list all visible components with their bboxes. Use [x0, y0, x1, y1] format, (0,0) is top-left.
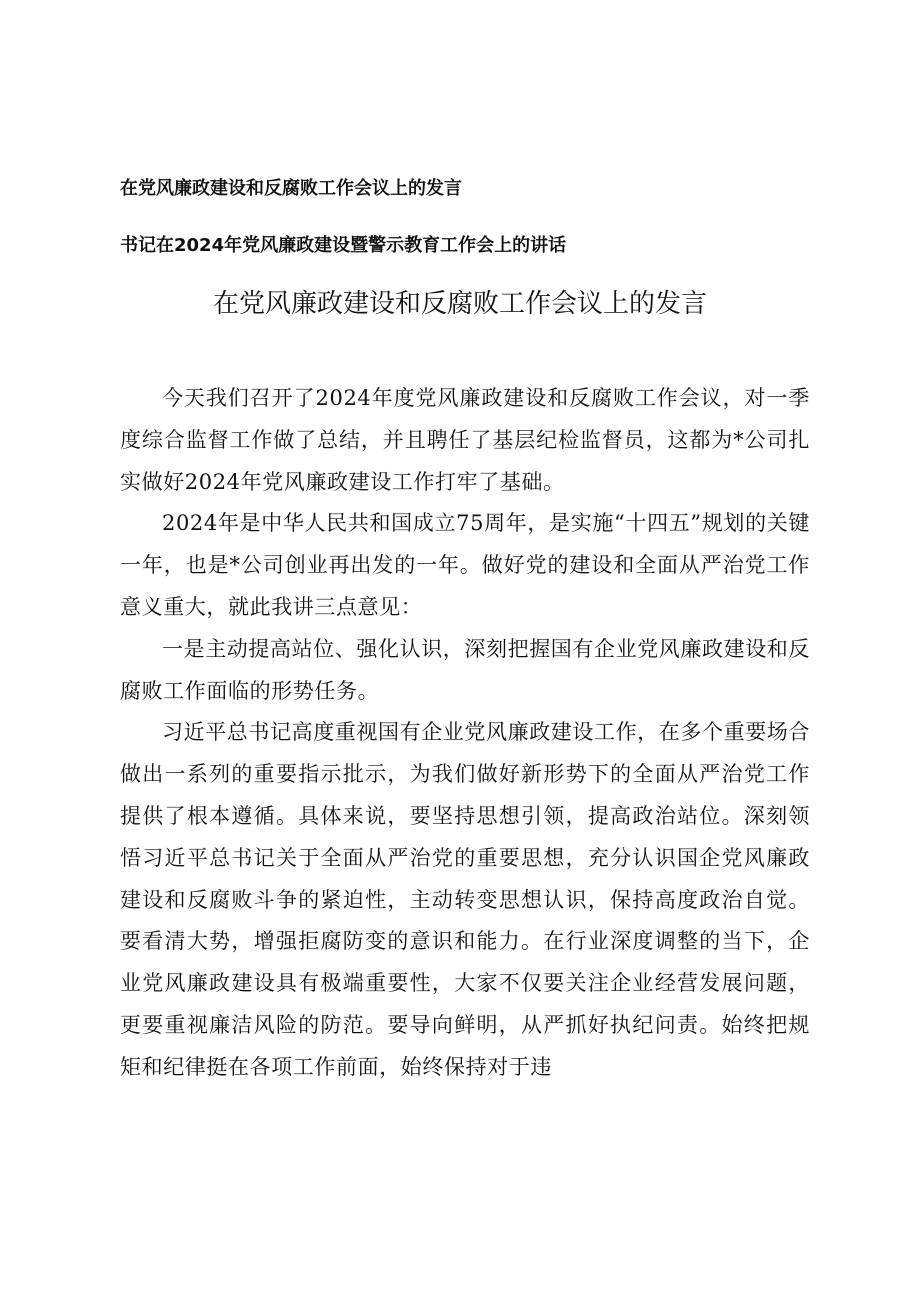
document-title: 在党风廉政建设和反腐败工作会议上的发言 — [212, 289, 707, 319]
paragraph-4: 习近平总书记高度重视国有企业党风廉政建设工作，在多个重要场合做出一系列的重要指示批示，为我们做好新形势下的全面从严治党工作提供了根本遵循。具体来说，要坚持思想引领，提高政治站位。深刻领悟习近平总书记关于全面从严治党的重要思想，充分认识国企党风廉政建设和反腐败斗争的紧迫性，主动转变思想认识，保持高度政治自觉。要看清大势，增强拒腐防变的意识和能力。在行业深度调整的当下，企业党风廉政建设具有极端重要性，大家不仅要关注企业经营发展问题，更要重视廉洁风险的防范。要导向鲜明，从严抓好执纪问责。始终把规矩和纪律挺在各项工作前面，始终保持对于违 — [120, 720, 810, 1079]
toc-item-2: 书记在2024年党风廉政建设暨警示教育工作会上的讲话 — [120, 235, 567, 256]
paragraph-2: 2024年是中华人民共和国成立75周年，是实施“十四五”规划的关键一年，也是*公司创业再出发的一年。做好党的建设和全面从严治党工作意义重大，就此我讲三点意见： — [120, 511, 810, 619]
paragraph-1: 今天我们召开了2024年度党风廉政建设和反腐败工作会议，对一季度综合监督工作做了总结，并且聘任了基层纪检监督员，这都为*公司扎实做好2024年党风廉政建设工作打牢了基础。 — [120, 386, 810, 494]
toc-item-1: 在党风廉政建设和反腐败工作会议上的发言 — [120, 178, 462, 199]
document-body — [120, 378, 810, 1089]
paragraph-3: 一是主动提高站位、强化认识，深刻把握国有企业党风廉政建设和反腐败工作面临的形势任务。 — [120, 636, 810, 703]
